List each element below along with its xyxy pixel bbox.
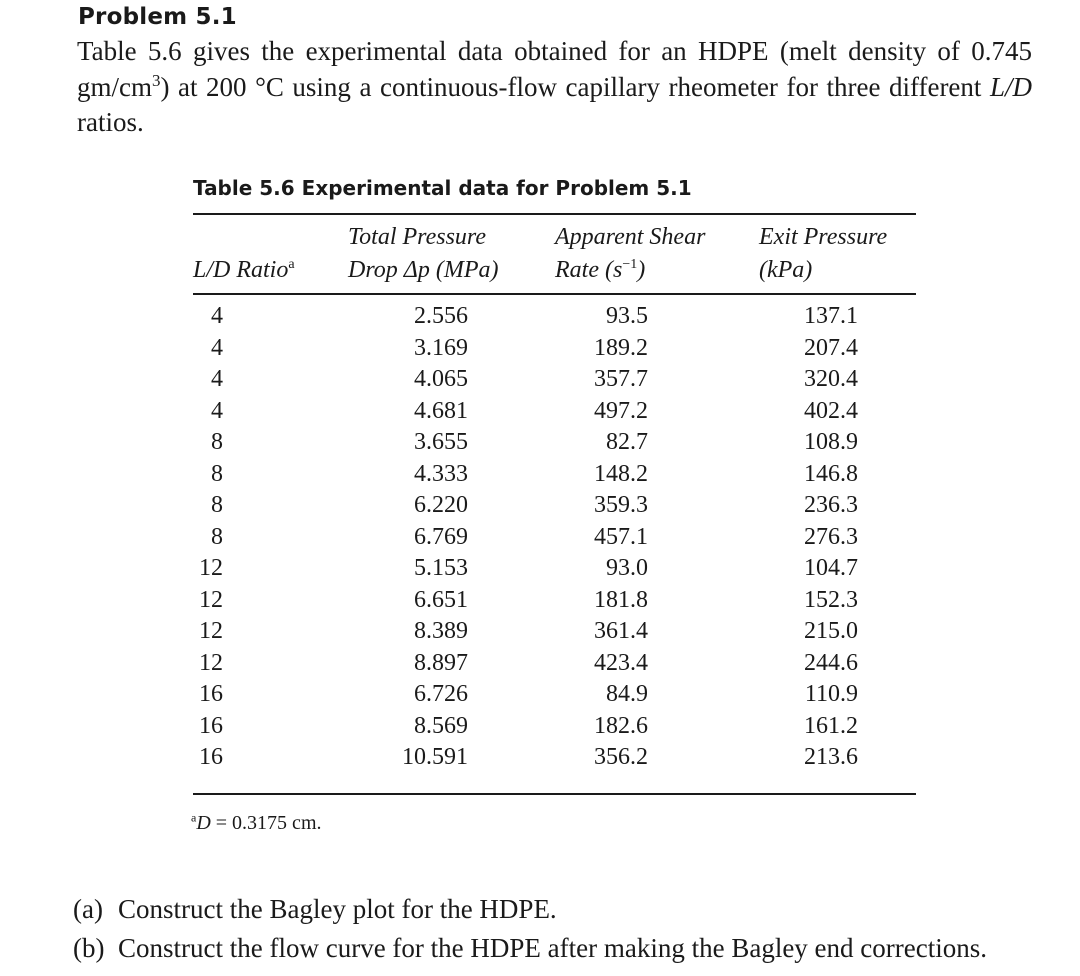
- cell-exit-pressure: 108.9: [804, 429, 858, 455]
- cell-ld-ratio: 8: [211, 523, 223, 550]
- cell-ld-ratio: 16: [199, 712, 223, 739]
- cell-pressure-drop: 6.769: [414, 523, 468, 550]
- cell-shear-rate: 356.2: [594, 744, 648, 770]
- cell-ld-ratio: 4: [211, 397, 223, 424]
- cell-pressure-drop: 4.681: [414, 397, 468, 424]
- cell-exit-pressure: 104.7: [804, 555, 858, 581]
- cell-exit-pressure: 213.6: [804, 744, 858, 770]
- table-bottom-rule: [193, 793, 916, 795]
- table-row: [193, 364, 916, 396]
- cell-exit-pressure: 244.6: [804, 649, 858, 676]
- cell-pressure-drop: 3.169: [414, 334, 468, 361]
- cell-shear-rate: 181.8: [594, 586, 648, 613]
- cell-ld-ratio: 12: [199, 586, 223, 613]
- table-header-rule: [193, 293, 916, 295]
- cell-pressure-drop: 3.655: [414, 429, 468, 455]
- cell-exit-pressure: 236.3: [804, 492, 858, 518]
- cell-pressure-drop: 2.556: [414, 303, 468, 329]
- cell-ld-ratio: 12: [199, 649, 223, 676]
- cell-pressure-drop: 4.333: [414, 460, 468, 487]
- cell-ld-ratio: 16: [199, 681, 223, 707]
- experimental-data-table: [193, 301, 916, 774]
- cell-ld-ratio: 12: [199, 618, 223, 644]
- table-row: [193, 711, 916, 743]
- cell-exit-pressure: 137.1: [804, 303, 858, 329]
- table-row: [193, 427, 916, 459]
- cell-ld-ratio: 8: [211, 429, 223, 455]
- cell-ld-ratio: 4: [211, 366, 223, 392]
- table-row: [193, 490, 916, 522]
- table-row: [193, 333, 916, 365]
- cell-shear-rate: 84.9: [606, 681, 648, 707]
- cell-shear-rate: 357.7: [594, 366, 648, 392]
- problem-heading: Problem 5.1: [78, 4, 237, 30]
- cell-exit-pressure: 110.9: [804, 681, 858, 707]
- table-row: [193, 616, 916, 648]
- cell-ld-ratio: 4: [211, 303, 223, 329]
- header-ld-ratio: L/D Ratio$^a$: [193, 257, 295, 283]
- table-row: [193, 301, 916, 333]
- cell-shear-rate: 93.5: [606, 303, 648, 329]
- table-caption: Table 5.6 Experimental data for Problem 5.1: [193, 176, 692, 200]
- cell-exit-pressure: 320.4: [804, 366, 858, 392]
- table-row: [193, 396, 916, 428]
- cell-pressure-drop: 10.591: [402, 744, 468, 770]
- cell-pressure-drop: 8.389: [414, 618, 468, 644]
- problem-intro: Table 5.6 gives the experimental data obtained for an HDPE (melt density of 0.745 $gm/cm^3$) at 200 °C using a continuous-flow capillary rheometer for three different L/D ratios.: [77, 36, 1032, 137]
- cell-ld-ratio: 4: [211, 334, 223, 361]
- cell-pressure-drop: 5.153: [414, 555, 468, 581]
- table-row: [193, 742, 916, 774]
- cell-shear-rate: 361.4: [594, 618, 648, 644]
- cell-shear-rate: 93.0: [606, 555, 648, 581]
- cell-exit-pressure: 146.8: [804, 460, 858, 487]
- cell-ld-ratio: 8: [211, 492, 223, 518]
- cell-exit-pressure: 207.4: [804, 334, 858, 361]
- cell-pressure-drop: 6.651: [414, 586, 468, 613]
- header-total-pressure-drop: Total Pressure Drop Δp (MPa): [348, 224, 499, 283]
- cell-shear-rate: 189.2: [594, 334, 648, 361]
- table-row: [193, 459, 916, 491]
- cell-shear-rate: 457.1: [594, 523, 648, 550]
- cell-pressure-drop: 6.220: [414, 492, 468, 518]
- cell-shear-rate: 423.4: [594, 649, 648, 676]
- table-row: [193, 648, 916, 680]
- cell-pressure-drop: 8.569: [414, 712, 468, 739]
- cell-pressure-drop: 4.065: [414, 366, 468, 392]
- question-b: (b) Construct the flow curve for the HDPE after making the Bagley end corrections.: [73, 933, 987, 963]
- cell-pressure-drop: 6.726: [414, 681, 468, 707]
- cell-exit-pressure: 402.4: [804, 397, 858, 424]
- question-a: (a) Construct the Bagley plot for the HDPE.: [73, 894, 557, 924]
- table-row: [193, 585, 916, 617]
- cell-shear-rate: 359.3: [594, 492, 648, 518]
- cell-ld-ratio: 16: [199, 744, 223, 770]
- cell-shear-rate: 148.2: [594, 460, 648, 487]
- cell-exit-pressure: 161.2: [804, 712, 858, 739]
- cell-ld-ratio: 8: [211, 460, 223, 487]
- cell-shear-rate: 497.2: [594, 397, 648, 424]
- cell-exit-pressure: 215.0: [804, 618, 858, 644]
- cell-shear-rate: 182.6: [594, 712, 648, 739]
- cell-shear-rate: 82.7: [606, 429, 648, 455]
- table-row: [193, 522, 916, 554]
- cell-pressure-drop: 8.897: [414, 649, 468, 676]
- table-footnote: $^a$D = 0.3175 cm.: [191, 810, 322, 834]
- cell-exit-pressure: 152.3: [804, 586, 858, 613]
- header-exit-pressure: Exit Pressure (kPa): [759, 224, 888, 283]
- header-apparent-shear-rate: Apparent Shear Rate $(s^{-1})$: [555, 224, 706, 283]
- table-top-rule: [193, 213, 916, 215]
- table-row: [193, 553, 916, 585]
- cell-exit-pressure: 276.3: [804, 523, 858, 550]
- cell-ld-ratio: 12: [199, 555, 223, 581]
- table-row: [193, 679, 916, 711]
